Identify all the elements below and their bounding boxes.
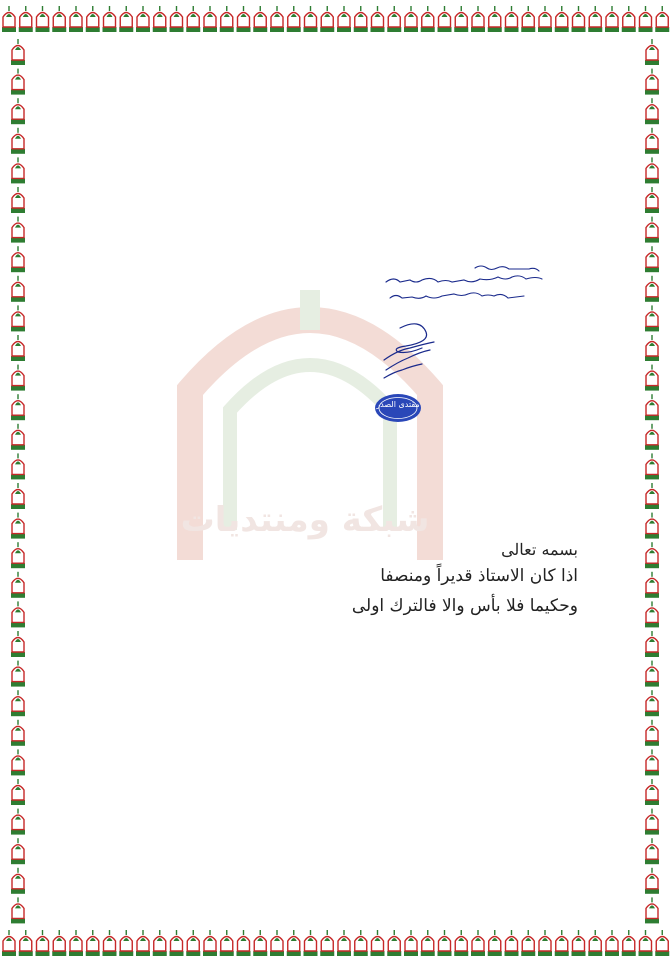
border-tile bbox=[645, 424, 659, 450]
border-tile bbox=[371, 6, 385, 32]
border-tile bbox=[605, 6, 619, 32]
border-tile bbox=[11, 394, 25, 420]
border-tile bbox=[622, 6, 636, 32]
border-tile bbox=[86, 6, 100, 32]
border-tile bbox=[270, 6, 284, 32]
border-tile bbox=[11, 897, 25, 923]
border-tile bbox=[588, 930, 602, 956]
border-tile bbox=[645, 572, 659, 598]
border-tile bbox=[203, 930, 217, 956]
border-tile bbox=[538, 930, 552, 956]
border-tile bbox=[237, 6, 251, 32]
decorative-border-right bbox=[634, 36, 670, 924]
border-tile bbox=[119, 6, 133, 32]
border-tile bbox=[645, 513, 659, 539]
border-tile bbox=[645, 483, 659, 509]
border-tile bbox=[572, 6, 586, 32]
border-tile bbox=[287, 930, 301, 956]
border-tile bbox=[69, 6, 83, 32]
decorative-border-bottom bbox=[0, 924, 670, 960]
border-tile bbox=[11, 157, 25, 183]
border-tile bbox=[11, 631, 25, 657]
reply-line-title: بسمه تعالى bbox=[501, 540, 578, 559]
border-tile bbox=[645, 897, 659, 923]
border-tile bbox=[203, 6, 217, 32]
border-tile bbox=[11, 542, 25, 568]
border-tile bbox=[421, 6, 435, 32]
border-tile bbox=[11, 572, 25, 598]
border-tile bbox=[471, 6, 485, 32]
border-tile bbox=[52, 6, 66, 32]
border-tile bbox=[645, 276, 659, 302]
border-tile bbox=[11, 69, 25, 95]
border-tile bbox=[253, 6, 267, 32]
border-tile bbox=[11, 809, 25, 835]
border-tile bbox=[404, 930, 418, 956]
border-tile bbox=[488, 930, 502, 956]
border-tile bbox=[645, 720, 659, 746]
border-tile bbox=[320, 6, 334, 32]
border-tile bbox=[220, 6, 234, 32]
border-tile bbox=[555, 930, 569, 956]
border-tile bbox=[605, 930, 619, 956]
border-tile bbox=[86, 930, 100, 956]
border-tile bbox=[11, 305, 25, 331]
border-tile bbox=[11, 98, 25, 124]
border-tile bbox=[655, 6, 669, 32]
border-tile bbox=[11, 335, 25, 361]
border-tile bbox=[488, 6, 502, 32]
border-tile bbox=[645, 661, 659, 687]
border-tile bbox=[11, 453, 25, 479]
border-tile bbox=[645, 246, 659, 272]
border-tile bbox=[11, 39, 25, 65]
reply-line: اذا كان الاستاذ قديراً ومنصفا bbox=[380, 566, 578, 586]
border-tile bbox=[404, 6, 418, 32]
border-tile bbox=[645, 98, 659, 124]
border-tile bbox=[11, 483, 25, 509]
border-tile bbox=[337, 6, 351, 32]
border-tile bbox=[287, 6, 301, 32]
border-tile bbox=[454, 6, 468, 32]
border-tile bbox=[645, 335, 659, 361]
border-tile bbox=[36, 6, 50, 32]
border-tile bbox=[421, 930, 435, 956]
border-tile bbox=[538, 6, 552, 32]
border-tile bbox=[11, 187, 25, 213]
border-tile bbox=[645, 128, 659, 154]
signature bbox=[378, 320, 440, 384]
border-tile bbox=[387, 6, 401, 32]
border-tile bbox=[11, 661, 25, 687]
border-tile bbox=[639, 930, 653, 956]
border-tile bbox=[645, 838, 659, 864]
border-tile bbox=[645, 217, 659, 243]
reply-line: وحكيما فلا بأس والا فالترك اولى bbox=[351, 596, 578, 616]
border-tile bbox=[170, 930, 184, 956]
decorative-border-top bbox=[0, 0, 670, 36]
border-tile bbox=[645, 187, 659, 213]
border-tile bbox=[521, 6, 535, 32]
border-tile bbox=[354, 930, 368, 956]
border-tile bbox=[622, 930, 636, 956]
border-tile bbox=[11, 128, 25, 154]
border-tile bbox=[11, 779, 25, 805]
border-tile bbox=[36, 930, 50, 956]
border-tile bbox=[69, 930, 83, 956]
border-tile bbox=[645, 779, 659, 805]
border-tile bbox=[153, 6, 167, 32]
border-tile bbox=[103, 6, 117, 32]
border-tile bbox=[639, 6, 653, 32]
border-tile bbox=[11, 513, 25, 539]
border-tile bbox=[11, 246, 25, 272]
border-tile bbox=[572, 930, 586, 956]
border-tile bbox=[320, 930, 334, 956]
border-tile bbox=[505, 6, 519, 32]
border-tile bbox=[220, 930, 234, 956]
border-tile bbox=[588, 6, 602, 32]
border-tile bbox=[645, 453, 659, 479]
border-tile bbox=[19, 6, 33, 32]
border-tile bbox=[555, 6, 569, 32]
decorative-border-left bbox=[0, 36, 36, 924]
border-tile bbox=[645, 749, 659, 775]
border-tile bbox=[186, 930, 200, 956]
border-tile bbox=[2, 930, 16, 956]
border-tile bbox=[11, 276, 25, 302]
border-tile bbox=[253, 930, 267, 956]
border-tile bbox=[270, 930, 284, 956]
border-tile bbox=[438, 6, 452, 32]
border-tile bbox=[645, 394, 659, 420]
border-tile bbox=[11, 720, 25, 746]
border-tile bbox=[136, 930, 150, 956]
border-tile bbox=[237, 930, 251, 956]
border-tile bbox=[11, 690, 25, 716]
border-tile bbox=[11, 217, 25, 243]
border-tile bbox=[505, 930, 519, 956]
border-tile bbox=[11, 838, 25, 864]
border-tile bbox=[11, 601, 25, 627]
watermark-text: شبكة ومنتديات bbox=[180, 500, 430, 540]
border-tile bbox=[521, 930, 535, 956]
border-tile bbox=[645, 690, 659, 716]
border-tile bbox=[645, 601, 659, 627]
border-tile bbox=[645, 157, 659, 183]
border-tile bbox=[471, 930, 485, 956]
seal-text: مقتدى الصدر bbox=[376, 400, 420, 409]
border-tile bbox=[11, 365, 25, 391]
border-tile bbox=[645, 305, 659, 331]
border-tile bbox=[304, 930, 318, 956]
border-tile bbox=[153, 930, 167, 956]
border-tile bbox=[52, 930, 66, 956]
border-tile bbox=[186, 6, 200, 32]
border-tile bbox=[655, 930, 669, 956]
border-tile bbox=[645, 631, 659, 657]
border-tile bbox=[11, 868, 25, 894]
border-tile bbox=[371, 930, 385, 956]
handwritten-reply-scribble bbox=[380, 262, 570, 310]
border-tile bbox=[645, 365, 659, 391]
border-tile bbox=[11, 424, 25, 450]
border-tile bbox=[645, 542, 659, 568]
border-tile bbox=[438, 930, 452, 956]
border-tile bbox=[170, 6, 184, 32]
border-tile bbox=[337, 930, 351, 956]
border-tile bbox=[304, 6, 318, 32]
border-tile bbox=[645, 69, 659, 95]
border-tile bbox=[354, 6, 368, 32]
border-tile bbox=[19, 930, 33, 956]
border-tile bbox=[645, 868, 659, 894]
border-tile bbox=[11, 749, 25, 775]
border-tile bbox=[119, 930, 133, 956]
border-tile bbox=[645, 39, 659, 65]
border-tile bbox=[2, 6, 16, 32]
border-tile bbox=[454, 930, 468, 956]
border-tile bbox=[645, 809, 659, 835]
border-tile bbox=[136, 6, 150, 32]
border-tile bbox=[387, 930, 401, 956]
border-tile bbox=[103, 930, 117, 956]
